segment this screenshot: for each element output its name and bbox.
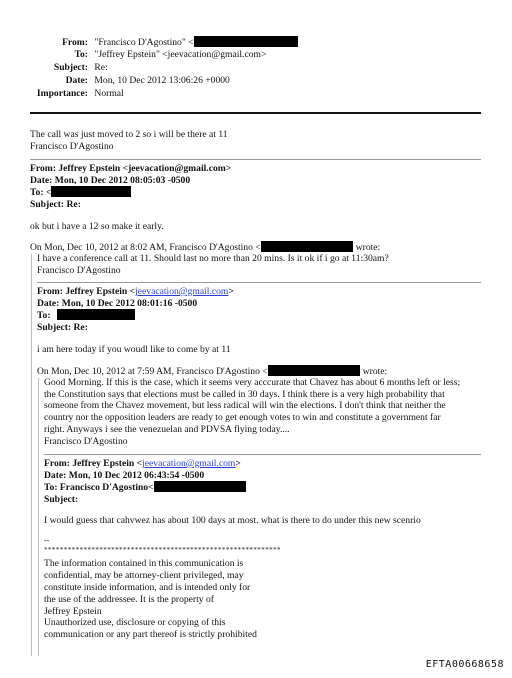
quote-header xyxy=(37,286,234,334)
disclaimer-line: confidential, may be attorney-client privileged, may xyxy=(44,569,244,581)
quote-body xyxy=(37,253,389,276)
quote-line: right. Anyways i see the venezuelan and PDVSA flying today.... xyxy=(44,423,290,435)
to-value: "Jeffrey Epstein" <jeevacation@gmail.com> xyxy=(94,49,267,60)
subject-value: Re: xyxy=(94,62,108,73)
quote-line: country nor the opposition leaders are ready to get enough votes to win and constitute a government far xyxy=(44,412,441,424)
disclaimer-line: the use of the addressee. It is the property of xyxy=(44,593,214,605)
redaction-bar xyxy=(194,36,298,47)
quote-from: From: Jeffrey Epstein <jeevacation@gmail.com> xyxy=(30,163,232,174)
importance-row xyxy=(30,88,298,101)
quote-signature: Francisco D'Agostino xyxy=(37,264,121,276)
date-row xyxy=(30,75,298,88)
quote-divider xyxy=(44,454,481,455)
from-row xyxy=(30,36,298,49)
quote-line: someone from the Chavez movement, but less radical will win the elections. I don't think that neither the xyxy=(44,400,446,412)
date-label: Date: xyxy=(65,75,88,86)
quote-line: Good Morning. If this is the case, which it seems very acccurate that Chavez has about 6 months left or less; xyxy=(44,377,461,388)
from-value: "Francisco D'Agostino" < xyxy=(94,37,194,48)
redaction-bar xyxy=(154,481,246,492)
quote-bar xyxy=(38,378,39,656)
redaction-bar xyxy=(51,186,131,197)
quote-from-end: > xyxy=(228,286,234,297)
quote-signature: Francisco D'Agostino xyxy=(44,435,128,447)
disclaimer-line: Jeffrey Epstein xyxy=(44,605,102,617)
wrote-line xyxy=(30,241,380,254)
quote-to xyxy=(44,481,246,494)
importance-label: Importance: xyxy=(36,88,88,99)
quote-to-text: To: < xyxy=(30,187,52,199)
quote-subject: Subject: Re: xyxy=(30,199,81,211)
quote-line: I have a conference call at 11. Should last no more than 20 mins. Is it ok if i go at 11:30am? xyxy=(37,253,389,264)
quote-from xyxy=(44,458,246,470)
message-signature: Francisco D'Agostino xyxy=(30,140,114,152)
quote-subject: Subject: xyxy=(44,494,79,506)
email-link[interactable]: jeevacation@gmail.com xyxy=(135,286,229,297)
quote-body: i am here today if you woudl like to come by at 11 xyxy=(37,344,231,355)
signature-dash: -- xyxy=(44,536,50,545)
quote-date: Date: Mon, 10 Dec 2012 08:05:03 -0500 xyxy=(30,174,191,186)
quote-to xyxy=(30,186,231,199)
subject-label: Subject: xyxy=(53,62,88,73)
quote-date: Date: Mon, 10 Dec 2012 08:01:16 -0500 xyxy=(37,297,198,309)
quote-from-end: > xyxy=(235,458,241,469)
document-id: EFTA00668658 xyxy=(425,659,504,670)
message-line: The call was just moved to 2 so i will be there at 11 xyxy=(30,129,228,140)
wrote-line xyxy=(37,365,387,378)
wrote-prefix: On Mon, Dec 10, 2012 at 8:02 AM, Francisco D'Agostino < xyxy=(30,242,261,253)
disclaimer-line: The information contained in this communication is xyxy=(44,558,244,569)
quote-from xyxy=(37,286,234,298)
message-body xyxy=(30,129,228,152)
quote-line: the Constitution says that elections must be called in 30 days. I think there is a very high probability that xyxy=(44,388,445,400)
disclaimer-line: communication or any part thereof is strictly prohibited xyxy=(44,629,257,641)
to-label: To: xyxy=(74,49,88,60)
quote-header xyxy=(44,458,246,506)
from-label: From: xyxy=(62,37,88,48)
header-divider xyxy=(30,112,481,114)
quote-header xyxy=(30,163,231,211)
redaction-bar xyxy=(261,241,353,252)
quote-subject: Subject: Re: xyxy=(37,322,88,334)
quote-from-text: From: Jeffrey Epstein < xyxy=(44,458,143,469)
redaction-bar xyxy=(57,309,135,320)
quote-from-text: From: Jeffrey Epstein < xyxy=(37,286,136,297)
importance-value: Normal xyxy=(94,88,124,99)
wrote-prefix: On Mon, Dec 10, 2012 at 7:59 AM, Francisco D'Agostino < xyxy=(37,366,268,377)
quote-divider xyxy=(30,159,481,160)
quote-bar xyxy=(31,254,32,656)
quote-body: I would guess that cahvwez has about 100 days at most. what is there to do under this new scenrio xyxy=(44,515,421,526)
email-link[interactable]: jeevacation@gmail.com xyxy=(142,458,236,469)
disclaimer-line: Unauthorized use, disclosure or copying of this xyxy=(44,617,226,629)
subject-row xyxy=(30,62,298,75)
wrote-suffix: wrote: xyxy=(355,242,381,253)
quote-body xyxy=(44,377,460,447)
disclaimer-line: constitute inside information, and is intended only for xyxy=(44,581,251,593)
signature-stars: ************************************************************ xyxy=(44,546,281,554)
quote-to-text: To: xyxy=(37,310,51,322)
quote-divider xyxy=(37,282,481,283)
to-row xyxy=(30,49,298,62)
email-header xyxy=(30,36,298,101)
quote-to-text: To: Francisco D'Agostino< xyxy=(44,482,154,494)
wrote-suffix: wrote: xyxy=(362,366,388,377)
redaction-bar xyxy=(268,365,360,376)
quote-body: ok but i have a 12 so make it early. xyxy=(30,221,164,232)
quote-date: Date: Mon, 10 Dec 2012 06:43:54 -0500 xyxy=(44,469,205,481)
quote-to xyxy=(37,309,234,322)
disclaimer xyxy=(44,558,257,641)
date-value: Mon, 10 Dec 2012 13:06:26 +0000 xyxy=(94,75,230,86)
